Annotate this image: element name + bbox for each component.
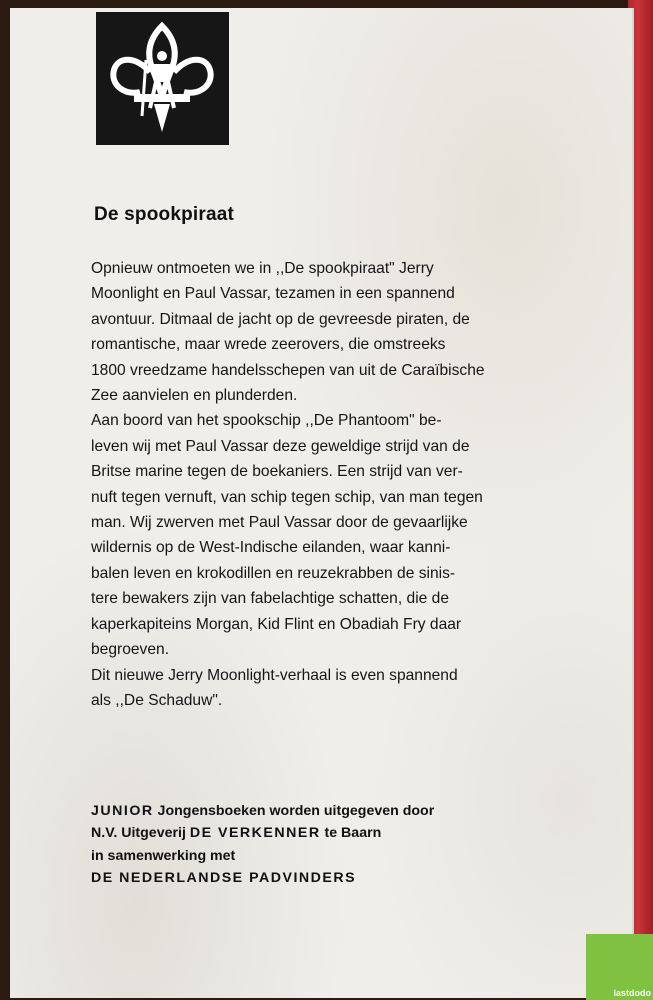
watermark-logo (586, 934, 653, 1000)
publisher-info (91, 800, 551, 889)
publisher-prefix: N.V. Uitgeverij (91, 825, 190, 842)
back-cover (10, 8, 634, 998)
blurb-line: leven wij met Paul Vassar deze geweldige strijd van de (91, 437, 470, 455)
publisher-line-1 (91, 800, 551, 822)
blurb-line: man. Wij zwerven met Paul Vassar door de gevaarlijke (91, 514, 468, 532)
blurb-line: Opnieuw ontmoeten we in ,,De spookpiraat" Jerry (91, 260, 434, 277)
publisher-name: DE VERKENNER (189, 825, 321, 842)
scout-fleur-de-lis-icon (96, 12, 229, 145)
blurb-line: tere bewakers zijn van fabelachtige schatten, die de (91, 590, 450, 608)
blurb-line: nuft tegen vernuft, van schip tegen schip, van man tegen (91, 488, 483, 506)
blurb-line: romantische, maar wrede zeerovers, die omstreeks (91, 336, 446, 354)
publisher-line-3: in samenwerking met (91, 847, 236, 864)
blurb (91, 256, 591, 713)
blurb-line: Britse marine tegen de boekaniers. Een strijd van ver- (91, 463, 463, 481)
scout-logo (96, 12, 229, 145)
publisher-line-4: DE NEDERLANDSE PADVINDERS (91, 869, 357, 886)
series-name: JUNIOR (91, 803, 154, 819)
blurb-line: begroeven. (91, 641, 170, 659)
blurb-line: Zee aanvielen en plunderden. (91, 387, 298, 405)
blurb-line: Dit nieuwe Jerry Moonlight-verhaal is even spannend (91, 666, 458, 684)
blurb-line: avontuur. Ditmaal de jacht op de gevreesde piraten, de (91, 310, 470, 328)
book-title: De spookpiraat (94, 204, 235, 225)
blurb-line: kaperkapiteins Morgan, Kid Flint en Obadiah Fry daar (91, 615, 462, 633)
blurb-line: wildernis op de West-Indische eilanden, waar kanni- (91, 539, 451, 557)
publisher-line-2 (91, 822, 551, 844)
publisher-suffix: te Baarn (320, 825, 382, 842)
blurb-line: 1800 vreedzame handelsschepen van uit de Caraïbische (91, 361, 485, 379)
blurb-line: Aan boord van het spookschip ,,De Phantoom" be- (91, 412, 442, 430)
blurb-line: balen leven en krokodillen en reuzekrabben de sinis- (91, 564, 456, 582)
watermark-text: lastdodo (613, 988, 651, 998)
series-text: Jongensboeken worden uitgegeven door (153, 803, 435, 819)
blurb-line: Moonlight en Paul Vassar, tezamen in een spannend (91, 285, 455, 303)
blurb-line: als ,,De Schaduw". (91, 691, 223, 709)
